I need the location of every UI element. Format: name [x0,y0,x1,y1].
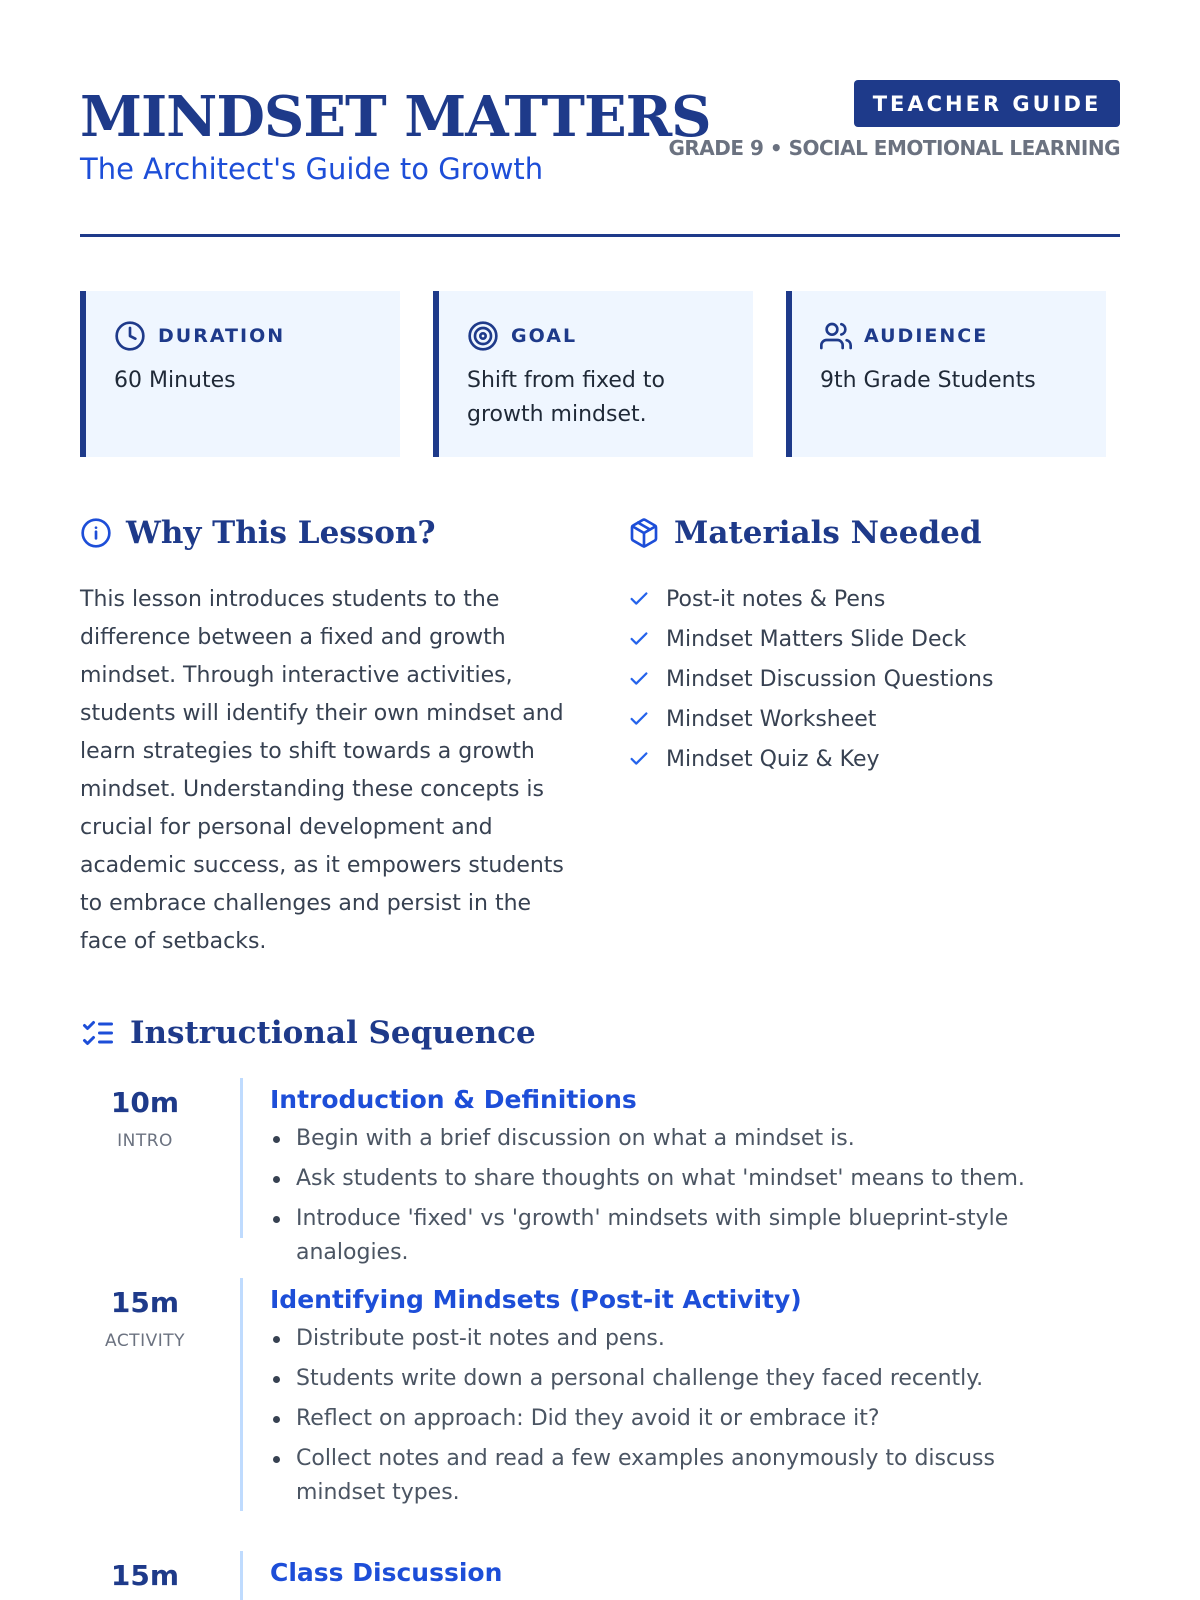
step-time [80,1078,210,1151]
list-item [628,699,1120,739]
list-item: Begin with a brief discussion on what a mindset is. [270,1122,1120,1156]
sequence-title: Instructional Sequence [130,1015,536,1051]
step-tag: INTRO [117,1131,173,1151]
info-cards [80,291,1120,457]
material-label: Mindset Quiz & Key [666,746,880,772]
list-item: Reflect on approach: Did they avoid it or embrace it? [270,1402,1120,1436]
why-title: Why This Lesson? [126,515,436,551]
check-icon [628,628,650,650]
document-header [80,80,1120,237]
step-minutes: 15m [110,1559,180,1592]
step-minutes: 15m [110,1286,180,1319]
audience-card [786,291,1106,457]
step-tag: ACTIVITY [104,1331,185,1351]
step-list [270,1322,1120,1510]
materials-title: Materials Needed [674,515,982,551]
material-label: Mindset Matters Slide Deck [666,626,967,652]
info-icon [80,517,112,549]
goal-card [433,291,753,457]
duration-card [80,291,400,457]
step-time [80,1278,210,1351]
step-body [240,1078,1120,1265]
list-item [628,579,1120,619]
list-item: Distribute post-it notes and pens. [270,1322,1120,1356]
list-item: Collect notes and read a few examples anonymously to discuss mindset types. [270,1442,1120,1510]
materials-section [628,515,1120,779]
step-list [270,1122,1120,1270]
clock-icon [114,320,146,352]
materials-heading [628,515,1120,551]
why-section [80,515,580,961]
card-label: GOAL [511,325,578,347]
card-label: AUDIENCE [864,325,989,347]
card-label: DURATION [158,325,286,347]
lesson-page [80,0,1120,1600]
grade-subject-meta: GRADE 9 • SOCIAL EMOTIONAL LEARNING [668,136,1120,160]
check-icon [628,748,650,770]
material-label: Mindset Worksheet [666,706,877,732]
step-title: Identifying Mindsets (Post-it Activity) [270,1285,802,1314]
card-value: 60 Minutes [114,368,236,393]
list-item: Ask students to share thoughts on what 'mindset' means to them. [270,1162,1120,1196]
document-title: MINDSET MATTERS [80,84,711,150]
check-icon [628,668,650,690]
list-item [628,619,1120,659]
check-icon [628,708,650,730]
sequence-heading [80,1015,1120,1051]
step-body [240,1551,1120,1600]
card-value: 9th Grade Students [820,368,1036,393]
users-icon [820,320,852,352]
check-icon [628,588,650,610]
card-value: Shift from fixed to growth mindset. [467,368,665,427]
document-subtitle: The Architect's Guide to Growth [80,152,544,186]
why-heading [80,515,580,551]
material-label: Mindset Discussion Questions [666,666,994,692]
list-checks-icon [80,1015,116,1051]
why-body: This lesson introduces students to the difference between a fixed and growth mindset. Through interactive activities, students will identify their own mindset and learn strategies to shift towards a growth mindset. Understanding these concepts is crucial for personal development and academic success, as it empowers students to embrace challenges and persist in the face of setbacks. [80,587,564,954]
step-title: Introduction & Definitions [270,1085,637,1114]
list-item: Students write down a personal challenge they faced recently. [270,1362,1120,1396]
material-label: Post-it notes & Pens [666,586,886,612]
list-item [628,659,1120,699]
step-time [80,1551,210,1592]
list-item [628,739,1120,779]
step-minutes: 10m [110,1086,180,1119]
list-item: Introduce 'fixed' vs 'growth' mindsets with simple blueprint-style analogies. [270,1202,1120,1270]
instructional-sequence [80,1015,1120,1592]
materials-list [628,579,1120,779]
step-title: Class Discussion [270,1558,503,1587]
package-icon [628,517,660,549]
target-icon [467,320,499,352]
step-body [240,1278,1120,1511]
teacher-guide-badge: TEACHER GUIDE [854,80,1120,127]
